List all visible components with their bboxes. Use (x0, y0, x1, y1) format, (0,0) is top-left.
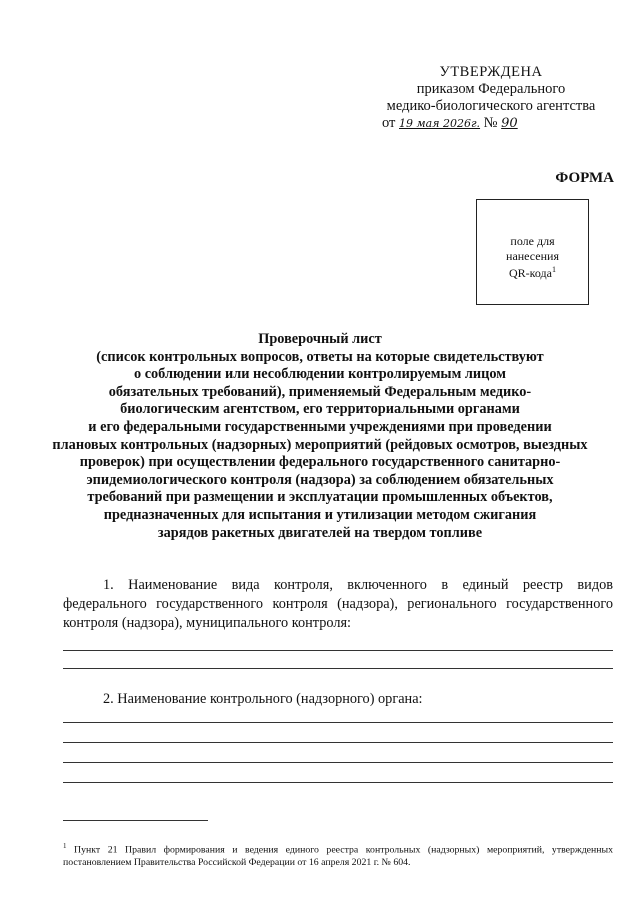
heading-line: зарядов ракетных двигателей на твердом топливе (157, 524, 483, 541)
qr-caption-line3: QR-кода (509, 266, 552, 280)
qr-caption-line2: нанесения (506, 248, 559, 263)
heading-line: о соблюдении или несоблюдении контролируемым лицом (133, 366, 507, 383)
footnote (63, 840, 613, 869)
heading-line: предназначенных для испытания и утилизации методом сжигания (103, 506, 537, 523)
approval-block (366, 64, 616, 132)
item-2-authority-name: 2. Наименование контрольного (надзорного) органа: (103, 691, 423, 707)
footnote-mark: 1 (63, 842, 67, 850)
fill-in-line (63, 762, 613, 763)
fill-in-line (63, 742, 613, 743)
handwritten-date: 19 мая 2026г. (399, 117, 481, 130)
heading-line: эпидемиологического контроля (надзора) за соблюдением обязательных (86, 471, 554, 488)
approval-line-order: приказом Федерального (416, 81, 566, 97)
fill-in-line (63, 668, 613, 669)
heading-line: обязательных требований), применяемый Федеральным медико- (108, 383, 532, 400)
date-prefix: от (382, 115, 396, 131)
fill-in-line (63, 782, 613, 783)
heading-line: (список контрольных вопросов, ответы на которые свидетельствуют (96, 348, 544, 365)
item-1-control-type: 1. Наименование вида контроля, включенного в единый реестр видов федерального государственного контроля (надзора), регионального государственного контроля (надзора), муниципального контроля: (63, 577, 613, 631)
heading-line: проверок) при осуществлении федерального государственного санитарно- (79, 454, 561, 471)
document-heading (40, 331, 600, 542)
heading-line: Проверочный лист (258, 331, 382, 347)
footnote-text: Пункт 21 Правил формирования и ведения единого реестра контрольных (надзорных) мероприятий, утвержденных постановлением Правительства Российской Федерации от 16 апреля 2021 г. № 604. (63, 844, 613, 869)
approval-title: УТВЕРЖДЕНА (439, 64, 543, 80)
heading-line: и его федеральными государственными учреждениями при проведении (88, 418, 552, 435)
heading-line: требований при размещении и эксплуатации промышленных объектов, (87, 489, 553, 506)
handwritten-number: 90 (501, 116, 518, 131)
heading-line: биологическим агентством, его территориальными органами (120, 401, 520, 418)
fill-in-line (63, 722, 613, 723)
form-label: ФОРМА (555, 170, 614, 186)
qr-caption-line1: поле для (510, 234, 555, 248)
fill-in-line (63, 650, 613, 651)
approval-line-agency: медико-биологического агентства (386, 98, 596, 114)
number-prefix: № (483, 115, 498, 131)
footnote-separator (63, 820, 208, 821)
approval-date-line (366, 115, 616, 132)
footnote-ref: 1 (551, 265, 556, 274)
qr-field-caption (477, 234, 588, 281)
qr-code-field (476, 199, 589, 305)
heading-line: плановых контрольных (надзорных) мероприятий (рейдовых осмотров, выездных (52, 436, 588, 453)
